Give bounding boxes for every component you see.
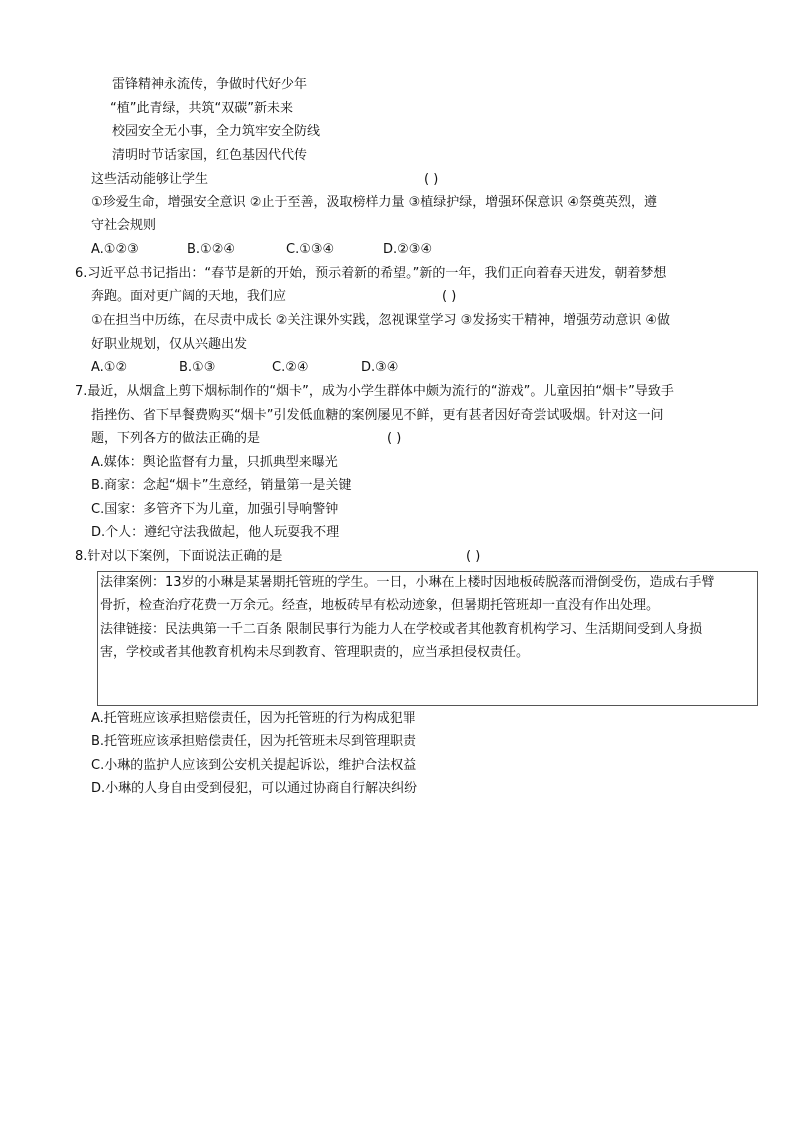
q6-option-a: A.①② — [91, 360, 128, 375]
activity-1: 雷锋精神永流传，争做时代好少年 — [112, 77, 308, 92]
q5-options — [91, 241, 432, 259]
q7-stem-line-1: 7.最近，从烟盒上剪下烟标制作的“烟卡”，成为小学生群体中颇为流行的“游戏”。儿童因拍“烟卡”导致手 — [75, 384, 674, 399]
q6-stem-line-1: 6.习近平总书记指出：“春节是新的开始，预示着新的希望。”新的一年，我们正向着春天进发，朝着梦想 — [75, 266, 667, 281]
q6-stem-line-2: 奔跑。面对更广阔的天地，我们应 — [91, 289, 287, 304]
q8-stem: 8.针对以下案例，下面说法正确的是 — [75, 549, 283, 564]
q7-option-a: A.媒体：舆论监督有力量，只抓典型来曝光 — [91, 455, 338, 470]
q5-option-c: C.①③④ — [286, 242, 335, 257]
q6-option-c: C.②④ — [272, 360, 309, 375]
law-link-line-1: 法律链接：民法典第一千二百条 限制民事行为能力人在学校或者其他教育机构学习、生活期间受到人身损 — [100, 622, 703, 637]
q6-answer-bracket: ( ) — [442, 289, 457, 304]
q6-option-b: B.①③ — [179, 360, 216, 375]
q8-option-b: B.托管班应该承担赔偿责任，因为托管班未尽到管理职责 — [91, 734, 417, 749]
q8-answer-bracket: ( ) — [466, 549, 481, 564]
q7-answer-bracket: ( ) — [387, 431, 402, 446]
q6-statements-line-1: ①在担当中历练，在尽责中成长 ②关注课外实践，忽视课堂学习 ③发扬实干精神，增强劳动意识 ④做 — [91, 313, 671, 328]
q8-option-d: D.小琳的人身自由受到侵犯，可以通过协商自行解决纠纷 — [91, 781, 418, 796]
q8-option-a: A.托管班应该承担赔偿责任，因为托管班的行为构成犯罪 — [91, 711, 416, 726]
q5-stem: 这些活动能够让学生 — [91, 172, 209, 187]
q7-option-d: D.个人：遵纪守法我做起，他人玩耍我不理 — [91, 525, 340, 540]
q6-options — [91, 359, 398, 377]
q7-option-b: B.商家：念起“烟卡”生意经，销量第一是关键 — [91, 478, 352, 493]
q5-answer-bracket: ( ) — [424, 172, 439, 187]
q5-option-a: A.①②③ — [91, 242, 139, 257]
activity-4: 清明时节话家国，红色基因代代传 — [112, 148, 308, 163]
q6-option-d: D.③④ — [361, 360, 399, 375]
q7-stem-line-3: 题，下列各方的做法正确的是 — [91, 431, 261, 446]
law-case-line-2: 骨折，检查治疗花费一万余元。经查，地板砖早有松动迹象，但暑期托管班却一直没有作出处理。 — [100, 598, 660, 613]
q7-option-c: C.国家：多管齐下为儿童，加强引导响警钟 — [91, 502, 339, 517]
q5-statements-line-2: 守社会规则 — [91, 218, 157, 233]
activity-2: “植”此青绿，共筑“双碳”新未来 — [110, 101, 293, 116]
q5-option-b: B.①②④ — [187, 242, 236, 257]
law-link-line-2: 害，学校或者其他教育机构未尽到教育、管理职责的，应当承担侵权责任。 — [100, 645, 530, 660]
q6-statements-line-2: 好职业规划，仅从兴趣出发 — [91, 337, 248, 352]
q7-stem-line-2: 指挫伤、省下早餐费购买“烟卡”引发低血糖的案例屡见不鲜，更有甚者因好奇尝试吸烟。针对这一问 — [91, 408, 664, 423]
activity-3: 校园安全无小事，全力筑牢安全防线 — [112, 124, 321, 139]
q5-option-d: D.②③④ — [383, 242, 433, 257]
law-case-line-1: 法律案例：13岁的小琳是某暑期托管班的学生。一日，小琳在上楼时因地板砖脱落而滑倒受伤，造成右手臂 — [100, 575, 715, 590]
q8-option-c: C.小琳的监护人应该到公安机关提起诉讼，维护合法权益 — [91, 758, 417, 773]
q5-statements-line-1: ①珍爱生命，增强安全意识 ②止于至善，汲取榜样力量 ③植绿护绿，增强环保意识 ④祭奠英烈，遵 — [91, 195, 658, 210]
